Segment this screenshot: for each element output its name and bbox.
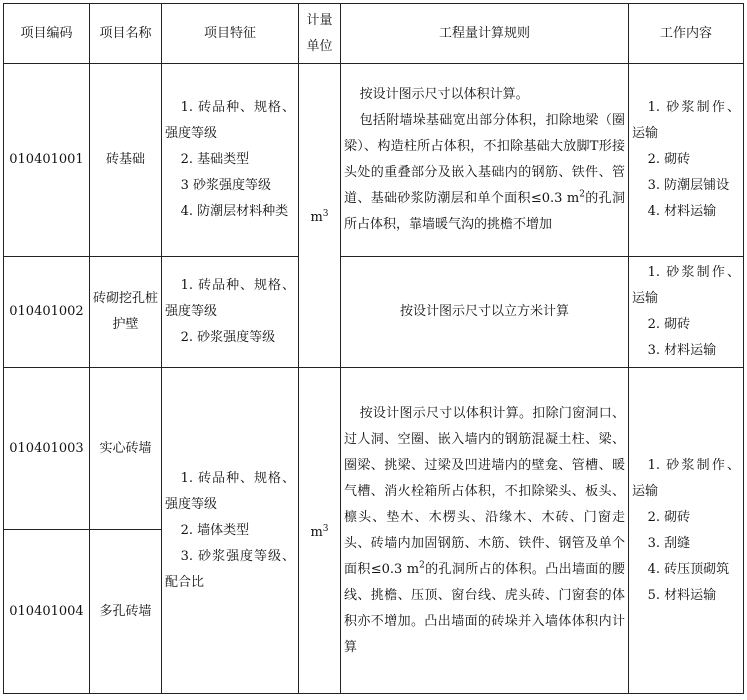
- work-line: 1. 砂浆制作、运输: [632, 457, 740, 499]
- header-unit-line2: 单位: [306, 38, 333, 54]
- unit-superscript: 3: [322, 208, 329, 219]
- item-code-cell: 010401001: [4, 64, 90, 257]
- header-unit-line1: 计量: [306, 12, 333, 28]
- unit-base: m: [310, 524, 323, 540]
- item-name-cell: 砖砌挖孔桩护壁: [90, 257, 162, 368]
- unit-base: m: [310, 209, 323, 225]
- brick-masonry-spec-table: [3, 3, 744, 694]
- feature-line: 1. 砖品种、规格、强度等级: [165, 278, 295, 319]
- work-line: 4. 砖压顶砌筑: [647, 561, 730, 577]
- header-work: 工作内容: [629, 4, 744, 64]
- item-feature-cell: [162, 368, 299, 694]
- work-line: 3. 材料运输: [647, 343, 717, 358]
- item-feature-cell: [162, 64, 299, 257]
- item-work-cell: [629, 64, 744, 257]
- item-name-cell: 实心砖墙: [90, 368, 162, 530]
- work-line: 1. 砂浆制作、运输: [632, 265, 740, 306]
- rule-text: 的孔洞所占的体积。凸出墙面的腰线、挑檐、压顶、窗台线、虎头砖、门窗套的体积亦不增加。凸出墙面的砖垛并入墙体体积内计算: [344, 561, 625, 655]
- feature-line: 3 砂浆强度等级: [180, 178, 271, 193]
- work-line: 2. 砌砖: [647, 509, 691, 525]
- work-line: 2. 砌砖: [647, 152, 691, 167]
- table-row: [4, 368, 744, 530]
- work-line: 3. 防潮层铺设: [647, 178, 730, 193]
- header-code: 项目编码: [4, 4, 90, 64]
- item-rule-cell: [341, 64, 629, 257]
- work-line: 5. 材料运输: [647, 587, 717, 603]
- item-rule-cell: 按设计图示尺寸以立方米计算: [341, 257, 629, 368]
- item-work-cell: [629, 257, 744, 368]
- header-name: 项目名称: [90, 4, 162, 64]
- header-unit: [299, 4, 341, 64]
- unit-superscript: 3: [322, 523, 329, 534]
- table-row: [4, 257, 744, 368]
- table-row: [4, 64, 744, 257]
- feature-line: 2. 墙体类型: [180, 522, 250, 538]
- feature-line: 2. 基础类型: [180, 152, 250, 167]
- work-line: 2. 砌砖: [647, 317, 691, 332]
- rule-paragraph: 按设计图示尺寸以体积计算。: [359, 87, 529, 102]
- item-work-cell: [629, 368, 744, 694]
- rule-superscript: 2: [419, 560, 425, 571]
- work-line: 3. 刮缝: [647, 535, 691, 551]
- item-name-cell: 砖基础: [90, 64, 162, 257]
- item-code-cell: 010401002: [4, 257, 90, 368]
- unit-cell: [299, 368, 341, 694]
- work-line: 1. 砂浆制作、运输: [632, 100, 740, 141]
- feature-line: 3. 砂浆强度等级、配合比: [165, 548, 295, 590]
- feature-line: 4. 防潮层材料种类: [180, 204, 289, 219]
- rule-superscript: 2: [579, 189, 585, 200]
- header-rule: 工程量计算规则: [341, 4, 629, 64]
- item-code-cell: 010401004: [4, 530, 90, 694]
- feature-line: 2. 砂浆强度等级: [180, 330, 276, 345]
- header-feature: 项目特征: [162, 4, 299, 64]
- feature-line: 1. 砖品种、规格、强度等级: [165, 100, 295, 141]
- work-line: 4. 材料运输: [647, 204, 717, 219]
- feature-line: 1. 砖品种、规格、强度等级: [165, 470, 295, 512]
- rule-text: 的孔洞所占体积，靠墙暖气沟的挑檐不增加: [344, 191, 625, 232]
- table-header-row: [4, 4, 744, 64]
- item-code-cell: 010401003: [4, 368, 90, 530]
- unit-cell: [299, 64, 341, 368]
- item-rule-cell: [341, 368, 629, 694]
- rule-text: 包括附墙垛基础宽出部分体积，扣除地梁（圈梁）、构造柱所占体积，不扣除基础大放脚T形接头处的重叠部分及嵌入基础内的钢筋、铁件、管道、基础砂浆防潮层和单个面积≤0.3 m: [344, 113, 625, 206]
- item-feature-cell: [162, 257, 299, 368]
- rule-text: 按设计图示尺寸以体积计算。扣除门窗洞口、过人洞、空圈、嵌入墙内的钢筋混凝土柱、梁、圈梁、挑梁、过梁及凹进墙内的壁龛、管槽、暖气槽、消火栓箱所占体积，不扣除梁头、板头、檩头、垫木、木楞头、沿缘木、木砖、门窗走头、砖墙内加固钢筋、木筋、铁件、钢管及单个面积≤0.3 m: [344, 405, 625, 577]
- item-name-cell: 多孔砖墙: [90, 530, 162, 694]
- rule-paragraph: [344, 108, 625, 238]
- rule-paragraph: [344, 401, 625, 661]
